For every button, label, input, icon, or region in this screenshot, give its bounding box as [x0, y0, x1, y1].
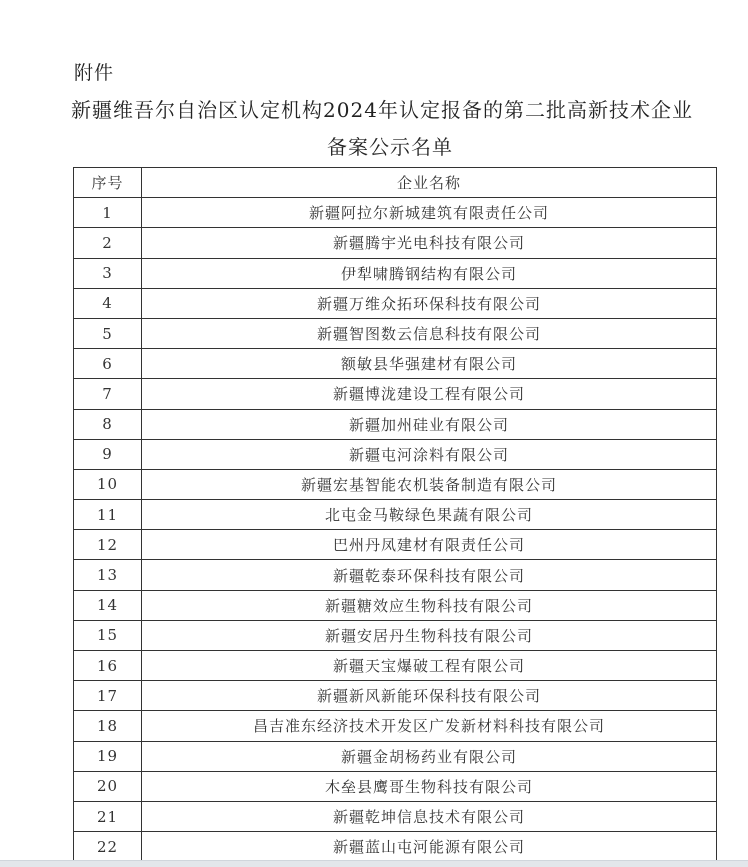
table-row	[74, 711, 717, 741]
serial-number-cell: 19	[74, 741, 142, 771]
company-name-cell: 新疆阿拉尔新城建筑有限责任公司	[142, 198, 717, 228]
company-name-cell: 新疆糖效应生物科技有限公司	[142, 590, 717, 620]
serial-number-cell: 3	[74, 258, 142, 288]
table-row	[74, 469, 717, 499]
table-row	[74, 500, 717, 530]
serial-number-cell: 20	[74, 771, 142, 801]
company-name-cell: 新疆乾坤信息技术有限公司	[142, 801, 717, 831]
serial-number-cell: 9	[74, 439, 142, 469]
table-row	[74, 832, 717, 862]
company-name-cell: 新疆安居丹生物科技有限公司	[142, 620, 717, 650]
serial-number-cell: 1	[74, 198, 142, 228]
table-row	[74, 651, 717, 681]
serial-number-cell: 4	[74, 288, 142, 318]
company-name-cell: 新疆宏基智能农机装备制造有限公司	[142, 469, 717, 499]
table-row	[74, 801, 717, 831]
company-name-cell: 木垒县鹰哥生物科技有限公司	[142, 771, 717, 801]
table-row	[74, 560, 717, 590]
company-name-cell: 新疆万维众拓环保科技有限公司	[142, 288, 717, 318]
company-name-cell: 新疆智图数云信息科技有限公司	[142, 318, 717, 348]
table-row	[74, 379, 717, 409]
company-name-cell: 北屯金马鞍绿色果蔬有限公司	[142, 500, 717, 530]
company-name-cell: 新疆乾泰环保科技有限公司	[142, 560, 717, 590]
company-name-cell: 新疆加州硅业有限公司	[142, 409, 717, 439]
document-title-line1: 新疆维吾尔自治区认定机构2024年认定报备的第二批高新技术企业	[71, 98, 693, 122]
document-title-line2: 备案公示名单	[327, 135, 453, 159]
serial-number-cell: 16	[74, 651, 142, 681]
header-serial-number: 序号	[74, 168, 142, 198]
company-name-cell: 新疆屯河涂料有限公司	[142, 439, 717, 469]
serial-number-cell: 13	[74, 560, 142, 590]
serial-number-cell: 2	[74, 228, 142, 258]
table-row	[74, 318, 717, 348]
company-name-cell: 新疆天宝爆破工程有限公司	[142, 651, 717, 681]
table-row	[74, 530, 717, 560]
table-row	[74, 439, 717, 469]
serial-number-cell: 18	[74, 711, 142, 741]
serial-number-cell: 5	[74, 318, 142, 348]
company-name-cell: 伊犁啸腾钢结构有限公司	[142, 258, 717, 288]
company-name-cell: 新疆蓝山屯河能源有限公司	[142, 832, 717, 862]
table-row	[74, 681, 717, 711]
serial-number-cell: 10	[74, 469, 142, 499]
table-row	[74, 349, 717, 379]
table-row	[74, 741, 717, 771]
serial-number-cell: 14	[74, 590, 142, 620]
serial-number-cell: 17	[74, 681, 142, 711]
serial-number-cell: 8	[74, 409, 142, 439]
serial-number-cell: 11	[74, 500, 142, 530]
company-name-cell: 新疆新风新能环保科技有限公司	[142, 681, 717, 711]
table-row	[74, 228, 717, 258]
table-header-row	[74, 168, 717, 198]
serial-number-cell: 7	[74, 379, 142, 409]
company-name-cell: 新疆金胡杨药业有限公司	[142, 741, 717, 771]
header-company-name: 企业名称	[142, 168, 717, 198]
company-name-cell: 巴州丹凤建材有限责任公司	[142, 530, 717, 560]
attachment-label: 附件	[74, 62, 115, 84]
serial-number-cell: 12	[74, 530, 142, 560]
table-row	[74, 590, 717, 620]
table-row	[74, 771, 717, 801]
table-row	[74, 198, 717, 228]
company-name-cell: 额敏县华强建材有限公司	[142, 349, 717, 379]
serial-number-cell: 15	[74, 620, 142, 650]
company-name-cell: 昌吉准东经济技术开发区广发新材料科技有限公司	[142, 711, 717, 741]
serial-number-cell: 6	[74, 349, 142, 379]
table-row	[74, 288, 717, 318]
serial-number-cell: 22	[74, 832, 142, 862]
serial-number-cell: 21	[74, 801, 142, 831]
company-name-cell: 新疆腾宇光电科技有限公司	[142, 228, 717, 258]
company-list-table	[73, 167, 717, 862]
company-name-cell: 新疆博泷建设工程有限公司	[142, 379, 717, 409]
table-row	[74, 620, 717, 650]
table-row	[74, 258, 717, 288]
table-row	[74, 409, 717, 439]
